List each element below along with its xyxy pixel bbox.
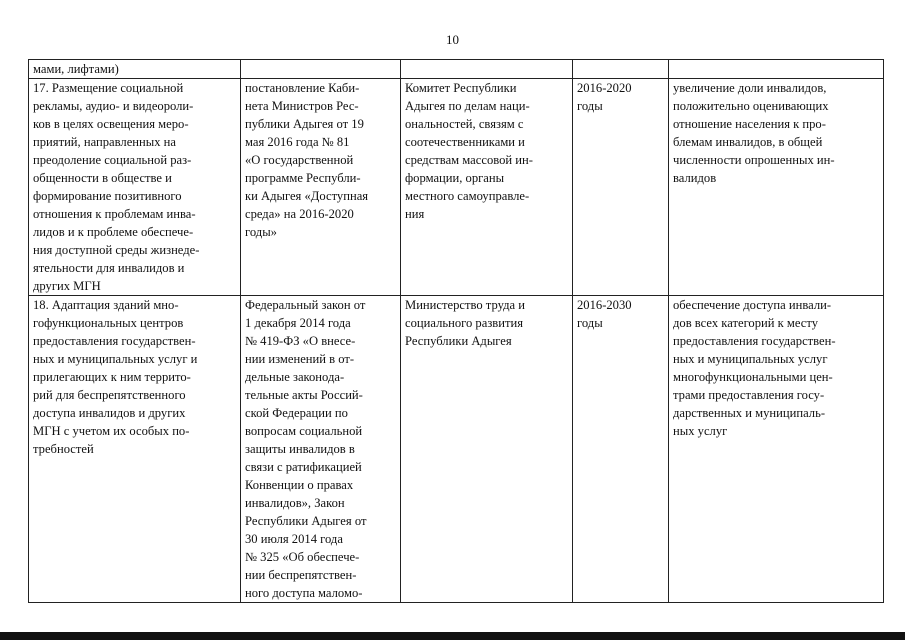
responsible-cell: Министерство труда и социального развития Республики Адыгея	[401, 296, 573, 603]
measure-cell: 18. Адаптация зданий мно- гофункциональных центров предоставления государствен- ных и муниципальных услуг и прилегающих к ним террито- рий для беспрепятственного доступа инвалидов и других МГН с учетом их особых по- требностей	[29, 296, 241, 603]
page-number: 10	[446, 32, 459, 47]
empty-cell	[241, 60, 401, 79]
scan-bottom-edge	[0, 632, 905, 640]
result-cell: увеличение доли инвалидов, положительно оценивающих отношение населения к про- блемам инвалидов, в общей численности опрошенных ин- валидов	[669, 79, 884, 296]
legal-basis-cell: постановление Каби- нета Министров Рес- публики Адыгея от 19 мая 2016 года № 81 «О государственной программе Республи- ки Адыгея «Доступная среда» на 2016-2020 годы»	[241, 79, 401, 296]
table-row	[29, 79, 884, 296]
table-row	[29, 296, 884, 603]
empty-cell	[401, 60, 573, 79]
result-cell: обеспечение доступа инвали- дов всех категорий к месту предоставления государствен- ных и муниципальных услуг многофункциональными цен- трами предоставления госу- дарственных и муниципаль- ных услуг	[669, 296, 884, 603]
legal-basis-cell: Федеральный закон от 1 декабря 2014 года № 419-ФЗ «О внесе- нии изменений в от- дельные законода- тельные акты Россий- ской Федерации по вопросам социальной защиты инвалидов в связи с ратификацией Конвенции о правах инвалидов», Закон Республики Адыгея от 30 июля 2014 года № 325 «Об обеспече- нии беспрепятствен- ного доступа маломо-	[241, 296, 401, 603]
period-cell: 2016-2030 годы	[573, 296, 669, 603]
empty-cell	[669, 60, 884, 79]
measures-table	[28, 59, 884, 603]
empty-cell	[573, 60, 669, 79]
responsible-cell: Комитет Республики Адыгея по делам наци- ональностей, связям с соотечественниками и средствам массовой ин- формации, органы местного самоуправле- ния	[401, 79, 573, 296]
period-cell: 2016-2020 годы	[573, 79, 669, 296]
continuation-cell: мами, лифтами)	[29, 60, 241, 79]
table-row-continuation	[29, 60, 884, 79]
measure-cell: 17. Размещение социальной рекламы, аудио- и видеороли- ков в целях освещения меро- приятий, направленных на преодоление социальной раз- общенности в обществе и формирование позитивного отношения к проблемам инва- лидов и к проблеме обеспече- ния доступной среды жизнеде- ятельности для инвалидов и других МГН	[29, 79, 241, 296]
